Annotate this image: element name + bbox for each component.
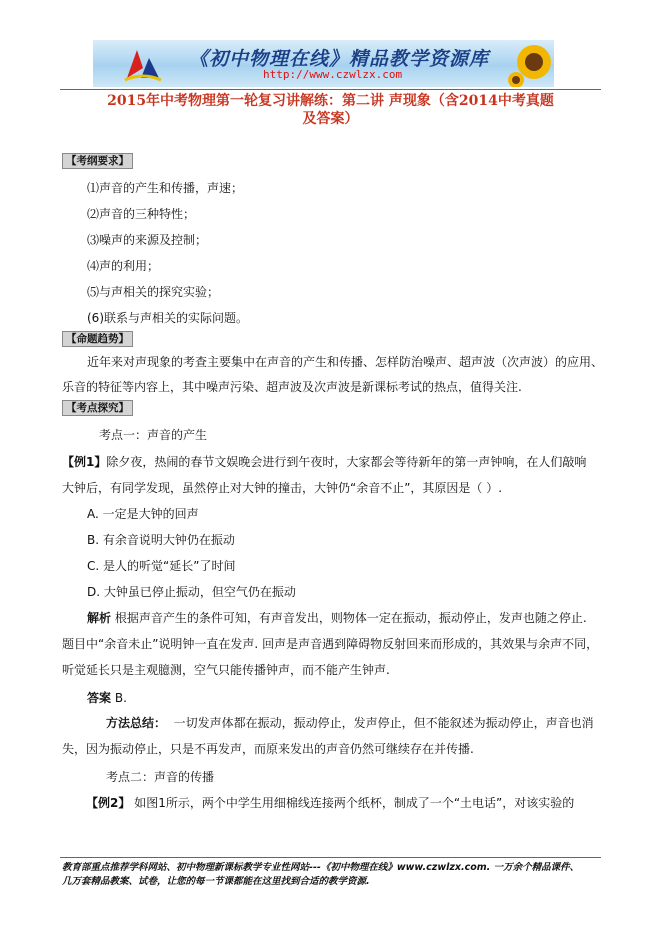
outline-section-label: 【考纲要求】 bbox=[62, 153, 133, 169]
footer-line1: 教育部重点推荐学科网站、初中物理新课标教学专业性网站---《初中物理在线》www.czwlzx.com. 一万余个精品课件、 bbox=[62, 862, 580, 873]
outline-item: (6)联系与声相关的实际问题。 bbox=[87, 311, 248, 325]
method-label: 方法总结： bbox=[106, 716, 167, 730]
example1-question-text: 除夕夜，热闹的春节文娱晚会进行到午夜时，大家都会等待新年的第一声钟响，在人们敲响 bbox=[106, 455, 587, 469]
banner-site-url: http://www.czwlzx.com bbox=[263, 68, 403, 81]
analysis-text: 根据声音产生的条件可知，有声音发出，则物体一定在振动，振动停止，发声也随之停止. bbox=[114, 611, 587, 625]
site-banner bbox=[93, 40, 554, 87]
document-title-line2: 及答案） bbox=[302, 111, 359, 127]
outline-item: ⑴声音的产生和传播，声速； bbox=[87, 181, 244, 195]
trend-section-label: 【命题趋势】 bbox=[62, 331, 133, 347]
method-text: 一切发声体都在振动，振动停止，发声停止，但不能叙述为振动停止，声音也消 bbox=[173, 716, 594, 730]
answer-line bbox=[87, 690, 127, 706]
point2-heading: 考点二：声音的传播 bbox=[106, 770, 215, 784]
outline-item: ⑶噪声的来源及控制； bbox=[87, 233, 208, 247]
option-c: C. 是人的听觉“延长”了时间 bbox=[87, 559, 236, 573]
analysis-line2: 题目中“余音未止”说明钟一直在发声. 回声是声音遇到障碍物反射回来而形成的，其效果与余声不同， bbox=[62, 637, 599, 651]
footer-line2: 几万套精品教案、试卷，让您的每一节课都能在这里找到合适的教学资源. bbox=[62, 876, 370, 887]
outline-item: ⑵声音的三种特性； bbox=[87, 207, 196, 221]
answer-label: 答案 bbox=[87, 691, 112, 705]
sunflower-icon bbox=[508, 40, 554, 87]
option-b: B. 有余音说明大钟仍在振动 bbox=[87, 533, 235, 547]
analysis-line1 bbox=[87, 610, 587, 626]
answer-value: B. bbox=[114, 691, 127, 705]
analysis-line3: 听觉延长只是主观臆测，空气只能传播钟声，而不能产生钟声. bbox=[62, 663, 390, 677]
site-logo-icon bbox=[123, 44, 163, 84]
method-line2: 失，因为振动停止，只是不再发声，而原来发出的声音仍然可继续存在并传播. bbox=[62, 742, 474, 756]
method-line1 bbox=[106, 715, 594, 731]
example1-question-line2: 大钟后，有同学发现，虽然停止对大钟的撞击，大钟仍“余音不止”，其原因是（ ）. bbox=[62, 481, 503, 495]
document-title-line1: 2015年中考物理第一轮复习讲解练：第二讲 声现象（含2014中考真题 bbox=[107, 93, 554, 109]
option-d: D. 大钟虽已停止振动，但空气仍在振动 bbox=[87, 585, 296, 599]
banner-site-title: 《初中物理在线》精品教学资源库 bbox=[189, 48, 490, 70]
trend-text-line1: 近年来对声现象的考查主要集中在声音的产生和传播、怎样防治噪声、超声波（次声波）的应用、 bbox=[87, 355, 604, 369]
footer-divider bbox=[60, 857, 601, 858]
example2-question-text: 如图1所示，两个中学生用细棉线连接两个纸杯，制成了一个“土电话”，对该实验的 bbox=[134, 796, 575, 810]
document-title bbox=[70, 92, 591, 128]
option-a: A. 一定是大钟的回声 bbox=[87, 507, 199, 521]
example1-label: 【例1】 bbox=[62, 455, 107, 469]
point1-heading: 考点一：声音的产生 bbox=[99, 428, 208, 442]
outline-item: ⑸与声相关的探究实验； bbox=[87, 285, 220, 299]
explore-section-label: 【考点探究】 bbox=[62, 400, 133, 416]
example1-question-line1 bbox=[62, 454, 586, 470]
outline-item: ⑷声的利用； bbox=[87, 259, 160, 273]
analysis-label: 解析 bbox=[87, 611, 112, 625]
example2-label: 【例2】 bbox=[86, 796, 131, 810]
trend-text-line2: 乐音的特征等内容上，其中噪声污染、超声波及次声波是新课标考试的热点，值得关注. bbox=[62, 380, 522, 394]
example2-question-line1 bbox=[86, 795, 574, 811]
header-divider bbox=[60, 89, 601, 90]
